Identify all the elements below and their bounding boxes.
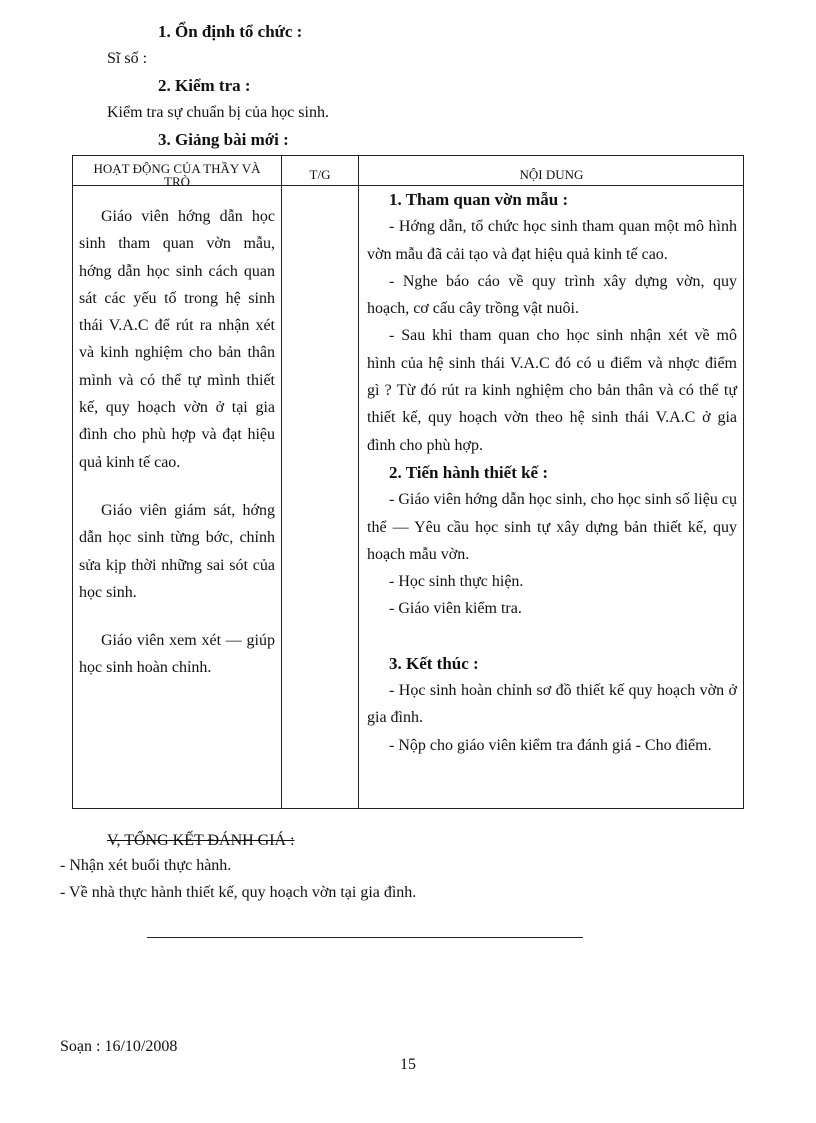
- content-cell: [367, 186, 737, 759]
- header-noi-dung: NỘI DUNG: [519, 167, 584, 182]
- content-item: - Giáo viên hớng dẫn học sinh, cho học sinh số liệu cụ thể — Yêu cầu học sinh tự xây dựng bản thiết kế, quy hoạch mẫu vờn.: [367, 491, 737, 563]
- soan-date: Soạn : 16/10/2008: [60, 1038, 178, 1055]
- content-item: - Học sinh hoàn chỉnh sơ đồ thiết kế quy hoạch vờn ở gia đình.: [367, 682, 737, 727]
- teacher-activity-3: Giáo viên xem xét — giúp học sinh hoàn chỉnh.: [79, 632, 275, 677]
- heading-giang-bai-moi: 3. Giảng bài mới :: [158, 130, 289, 149]
- header-time: T/G: [309, 167, 331, 182]
- section-v-heading: V, TỔNG KẾT ĐÁNH GIÁ :: [107, 832, 295, 849]
- content-item: - Học sinh thực hiện.: [389, 573, 524, 591]
- lesson-table: [72, 155, 744, 809]
- horizontal-rule: [147, 937, 583, 938]
- column-divider-2: [358, 156, 359, 808]
- content-item: - Hớng dẫn, tổ chức học sinh tham quan một mô hình vờn mẫu đã cải tạo và đạt hiệu quả kinh tế cao.: [367, 218, 737, 263]
- teacher-activities-cell: [79, 203, 275, 682]
- summary-item-2: - Về nhà thực hành thiết kế, quy hoạch vờn tại gia đình.: [60, 884, 417, 901]
- summary-item-1: - Nhận xét buổi thực hành.: [60, 857, 232, 874]
- content-item: - Nghe báo cáo về quy trình xây dựng vờn, quy hoạch, cơ cấu cây trồng vật nuôi.: [367, 272, 737, 318]
- content-item: - Giáo viên kiểm tra.: [389, 600, 522, 618]
- section-title-ket-thuc: 3. Kết thúc :: [389, 653, 479, 673]
- heading-on-dinh-to-chuc: 1. Ổn định tổ chức :: [158, 22, 303, 41]
- content-item: - Sau khi tham quan cho học sinh nhận xét về mô hình của hệ sinh thái V.A.C đó có u điểm và nhợc điểm gì ? Từ đó rút ra kinh nghiệm cho bản thân và có thể tự thiết kế, quy hoạch vờn theo hệ sinh thái V.A.C ở gia đình cho phù hợp.: [367, 327, 737, 454]
- column-divider-1: [281, 156, 282, 808]
- si-so-label: Sĩ số :: [107, 50, 148, 67]
- header-hoat-dong: HOẠT ĐỘNG CỦA THẦY VÀ TRÒ: [93, 161, 261, 189]
- page-number: 15: [400, 1056, 416, 1073]
- content-item: - Nộp cho giáo viên kiểm tra đánh giá - Cho điểm.: [389, 736, 712, 754]
- section-title-thiet-ke: 2. Tiến hành thiết kế :: [389, 462, 549, 482]
- kiem-tra-text: Kiểm tra sự chuẩn bị của học sinh.: [107, 104, 329, 121]
- teacher-activity-1: Giáo viên hớng dẫn học sinh tham quan vờn mẫu, hớng dẫn học sinh cách quan sát các yếu tố trong hệ sinh thái V.A.C để rút ra nhận xét và kinh nghiệm cho bản thân mình và có thể tự mình thiết kế, quy hoạch vờn ở tại gia đình cho phù hợp và đạt hiệu quả kinh tế cao.: [79, 208, 275, 471]
- heading-kiem-tra: 2. Kiểm tra :: [158, 76, 251, 95]
- teacher-activity-2: Giáo viên giám sát, hớng dẫn học sinh từng bớc, chỉnh sửa kịp thời những sai sót của học sinh.: [79, 501, 275, 601]
- section-title-tham-quan: 1. Tham quan vờn mẫu :: [389, 190, 569, 209]
